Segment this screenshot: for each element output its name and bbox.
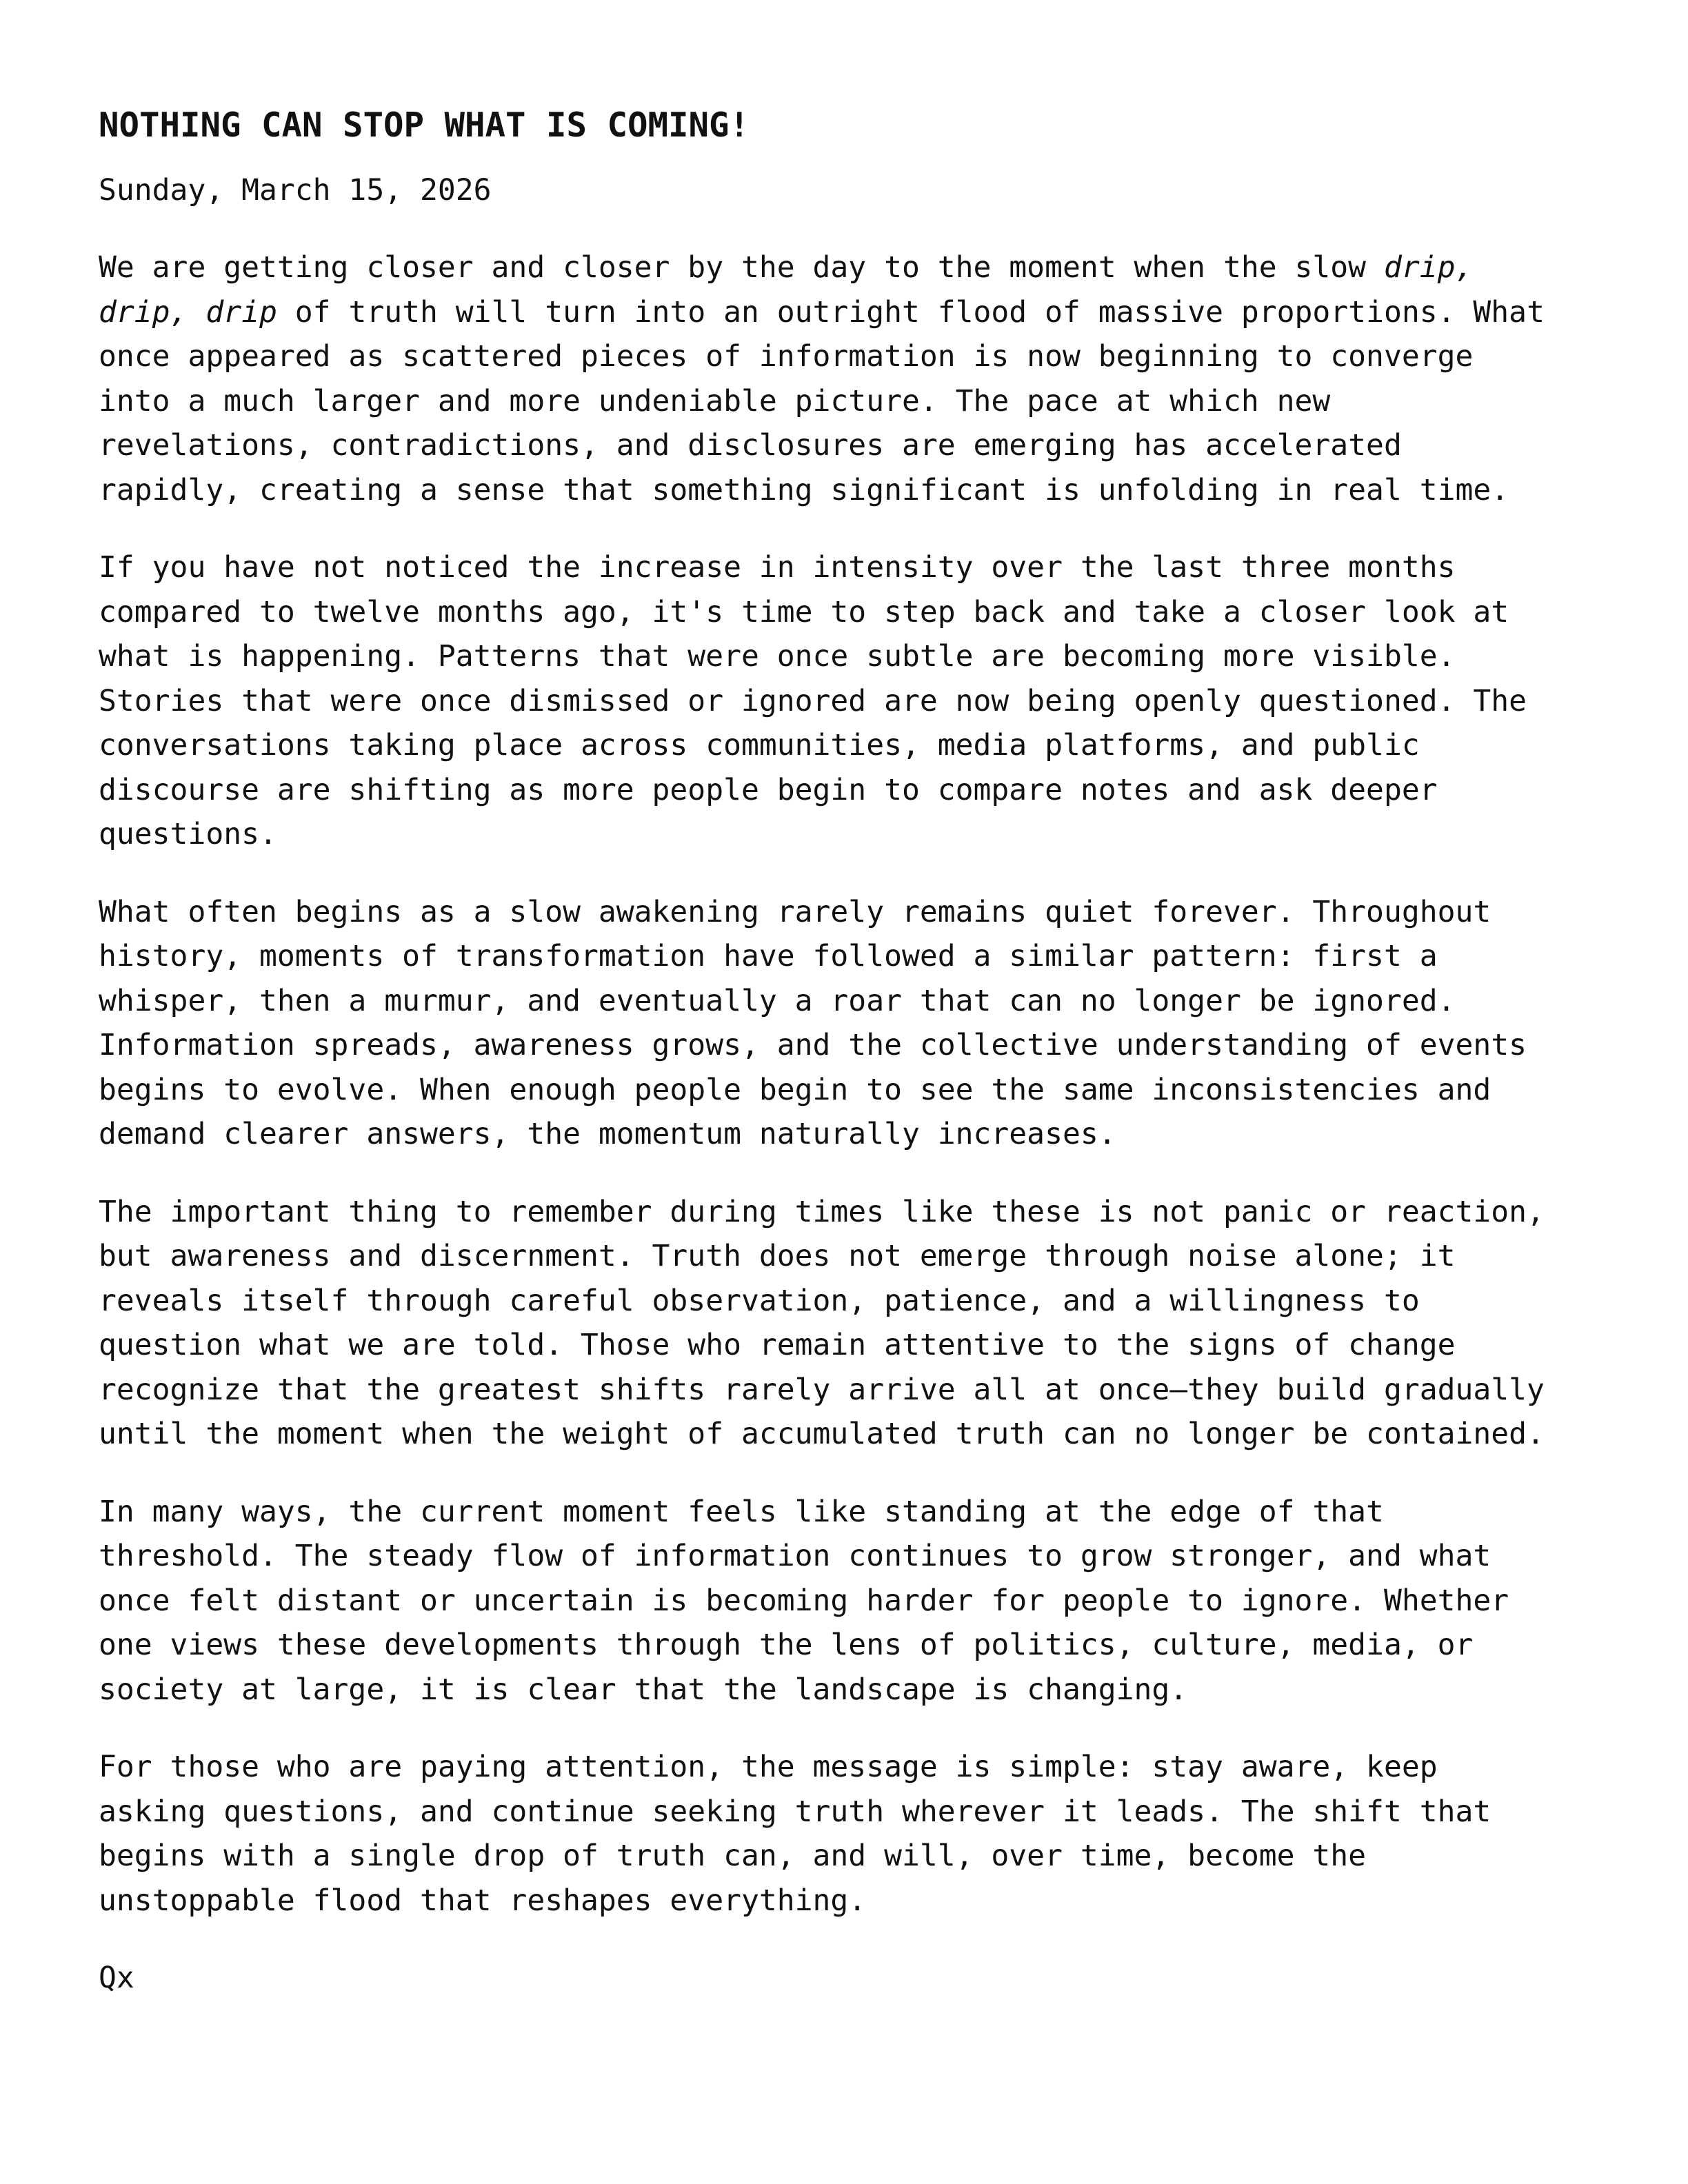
line-text: recognize that the greatest shifts rarely arrive all at once—they build gradually xyxy=(99,1372,1545,1407)
paragraph-line xyxy=(99,290,1602,335)
line-text: whisper, then a murmur, and eventually a roar that can no longer be ignored. xyxy=(99,983,1456,1018)
paragraph-line xyxy=(99,545,1602,590)
post-title: NOTHING CAN STOP WHAT IS COMING! xyxy=(99,105,750,145)
post-date: Sunday, March 15, 2026 xyxy=(99,173,492,208)
line-text: question what we are told. Those who remain attentive to the signs of change xyxy=(99,1328,1456,1362)
line-text: once appeared as scattered pieces of information is now beginning to converge xyxy=(99,339,1474,374)
paragraph-line xyxy=(99,979,1602,1024)
paragraph-line xyxy=(99,590,1602,635)
paragraph-line xyxy=(99,1745,1602,1790)
line-text: what is happening. Patterns that were once subtle are becoming more visible. xyxy=(99,639,1456,674)
line-text: into a much larger and more undeniable picture. The pace at which new xyxy=(99,383,1331,418)
paragraph-line xyxy=(99,1623,1602,1668)
body-paragraph xyxy=(99,545,1602,857)
post-body xyxy=(99,245,1602,1923)
paragraph-line xyxy=(99,245,1602,290)
paragraph-line xyxy=(99,1879,1602,1923)
line-italic-text: drip, xyxy=(1383,250,1474,285)
line-italic-text: drip, drip xyxy=(99,294,277,330)
line-text: once felt distant or uncertain is becoming harder for people to ignore. Whether xyxy=(99,1583,1509,1618)
line-text: begins with a single drop of truth can, and will, over time, become the xyxy=(99,1839,1367,1873)
line-text: revelations, contradictions, and disclosures are emerging has accelerated xyxy=(99,428,1402,463)
line-text-after: of truth will turn into an outright flood of massive proportions. What xyxy=(277,294,1545,330)
line-text: unstoppable flood that reshapes everything. xyxy=(99,1883,867,1918)
paragraph-line xyxy=(99,723,1602,768)
paragraph-line xyxy=(99,934,1602,979)
paragraph-line xyxy=(99,1412,1602,1457)
paragraph-line xyxy=(99,468,1602,513)
line-text: but awareness and discernment. Truth does not emerge through noise alone; it xyxy=(99,1239,1456,1273)
paragraph-line xyxy=(99,1190,1602,1235)
line-text: compared to twelve months ago, it's time to step back and take a closer look at xyxy=(99,594,1509,629)
document-page xyxy=(99,95,1602,2000)
body-paragraph xyxy=(99,1190,1602,1457)
line-text: Information spreads, awareness grows, and the collective understanding of events xyxy=(99,1028,1527,1062)
line-text: The important thing to remember during times like these is not panic or reaction, xyxy=(99,1194,1545,1229)
paragraph-line xyxy=(99,423,1602,468)
paragraph-line xyxy=(99,1323,1602,1368)
line-text: reveals itself through careful observation, patience, and a willingness to xyxy=(99,1283,1420,1318)
body-paragraph xyxy=(99,245,1602,512)
line-text: until the moment when the weight of accumulated truth can no longer be contained. xyxy=(99,1417,1545,1451)
body-paragraph xyxy=(99,1490,1602,1712)
paragraph-line xyxy=(99,1534,1602,1579)
paragraph-line xyxy=(99,679,1602,724)
paragraph-line xyxy=(99,1068,1602,1113)
line-text: discourse are shifting as more people begin to compare notes and ask deeper xyxy=(99,772,1438,807)
line-text: What often begins as a slow awakening rarely remains quiet forever. Throughout xyxy=(99,894,1491,929)
paragraph-line xyxy=(99,379,1602,424)
signature: Qx xyxy=(99,1961,134,1995)
body-paragraph xyxy=(99,1745,1602,1923)
paragraph-line xyxy=(99,1834,1602,1879)
line-text: questions. xyxy=(99,817,277,851)
line-text: society at large, it is clear that the landscape is changing. xyxy=(99,1672,1188,1707)
line-text: conversations taking place across communities, media platforms, and public xyxy=(99,728,1420,762)
line-text: threshold. The steady flow of information continues to grow stronger, and what xyxy=(99,1539,1491,1573)
paragraph-line xyxy=(99,890,1602,935)
paragraph-line xyxy=(99,1368,1602,1413)
line-text: Stories that were once dismissed or ignored are now being openly questioned. The xyxy=(99,683,1527,718)
paragraph-line xyxy=(99,1790,1602,1834)
paragraph-line xyxy=(99,334,1602,379)
line-text: We are getting closer and closer by the day to the moment when the slow xyxy=(99,250,1384,285)
paragraph-line xyxy=(99,1279,1602,1324)
line-text: asking questions, and continue seeking truth wherever it leads. The shift that xyxy=(99,1794,1491,1829)
line-text: For those who are paying attention, the message is simple: stay aware, keep xyxy=(99,1750,1438,1784)
line-text: begins to evolve. When enough people begin to see the same inconsistencies and xyxy=(99,1072,1491,1107)
line-text: history, moments of transformation have followed a similar pattern: first a xyxy=(99,939,1438,973)
paragraph-line xyxy=(99,1668,1602,1712)
paragraph-line xyxy=(99,768,1602,813)
line-text: demand clearer answers, the momentum naturally increases. xyxy=(99,1117,1116,1151)
paragraph-line xyxy=(99,1023,1602,1068)
line-text: If you have not noticed the increase in intensity over the last three months xyxy=(99,550,1456,585)
line-text: one views these developments through the lens of politics, culture, media, or xyxy=(99,1628,1474,1662)
paragraph-line xyxy=(99,1234,1602,1279)
paragraph-line xyxy=(99,1490,1602,1535)
paragraph-line xyxy=(99,812,1602,857)
paragraph-line xyxy=(99,1579,1602,1624)
paragraph-line xyxy=(99,634,1602,679)
line-text: rapidly, creating a sense that something significant is unfolding in real time. xyxy=(99,472,1509,507)
line-text: In many ways, the current moment feels like standing at the edge of that xyxy=(99,1494,1384,1529)
paragraph-line xyxy=(99,1112,1602,1157)
body-paragraph xyxy=(99,890,1602,1157)
